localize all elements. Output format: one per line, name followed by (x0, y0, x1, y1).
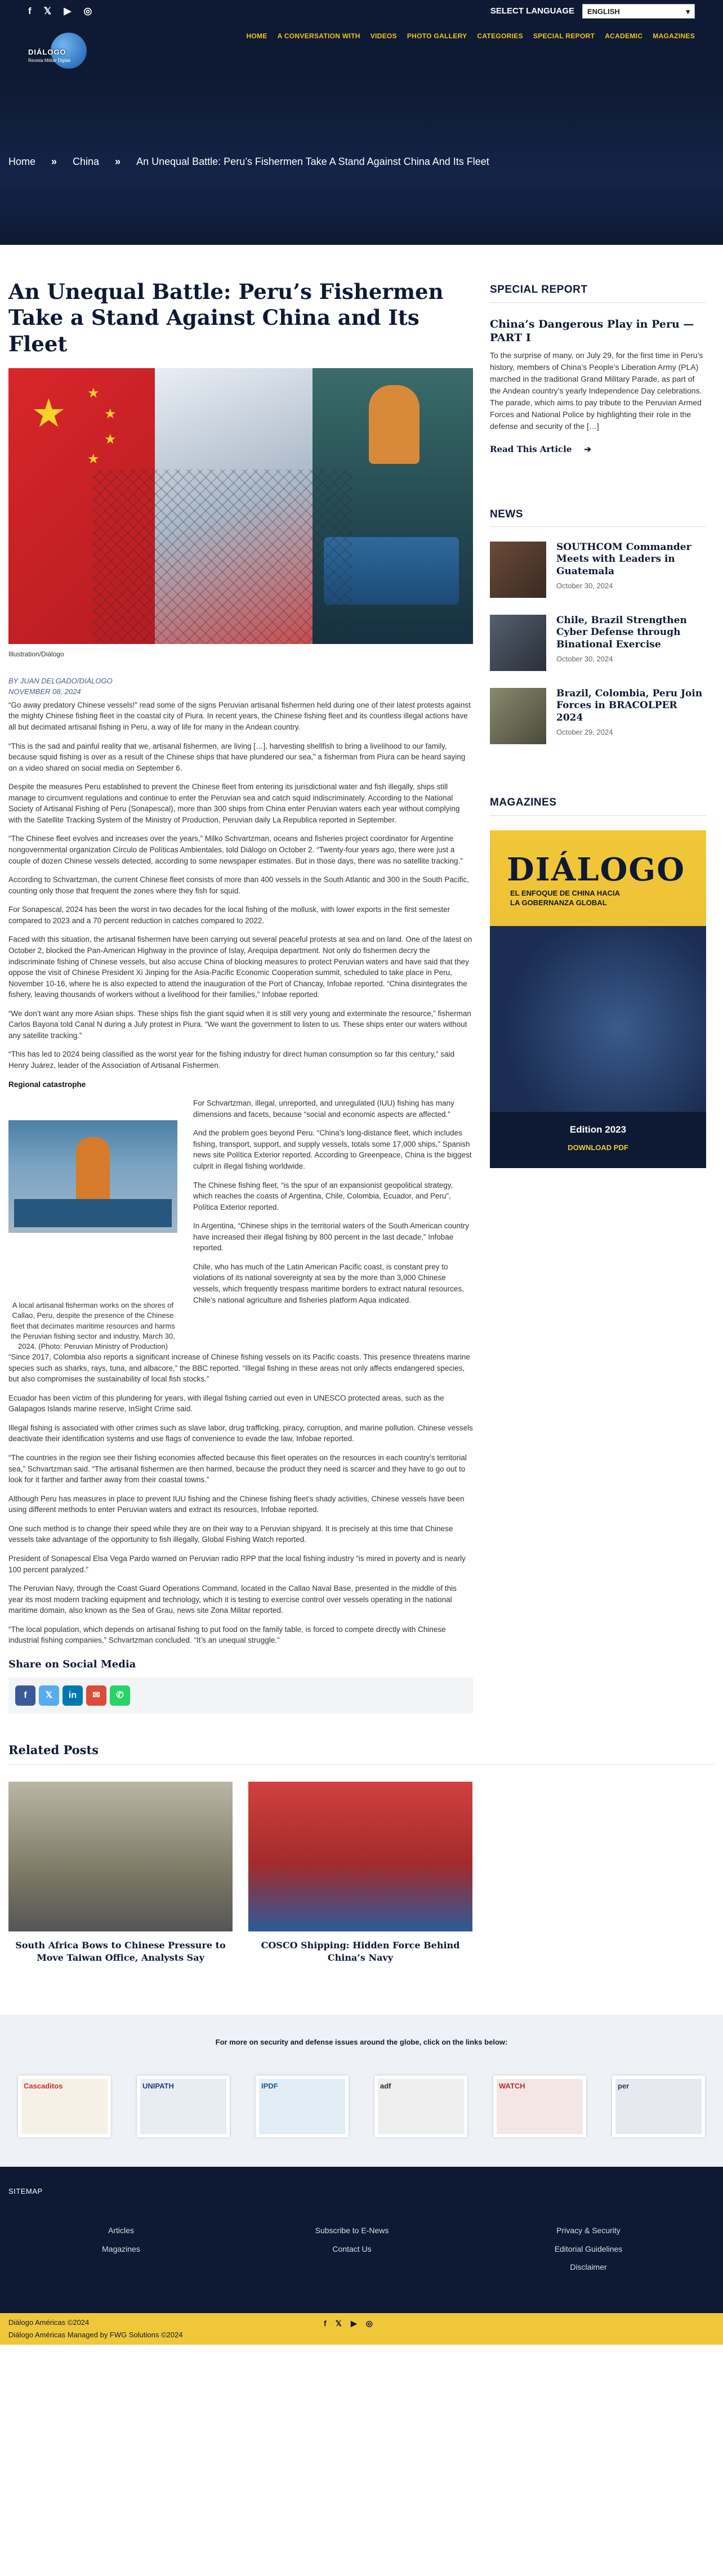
related-heading: Related Posts (8, 1742, 715, 1765)
news-thumbnail[interactable] (490, 615, 546, 671)
double-chevron-icon: » (51, 156, 57, 168)
language-selector (490, 4, 695, 19)
copyright-line-2: Diálogo Américas Managed by FWG Solutions ©2024 (8, 2331, 183, 2340)
site-logo[interactable] (28, 28, 96, 73)
partner-name: WATCH (499, 2082, 525, 2091)
top-bar (0, 0, 723, 23)
partner-logos (0, 2076, 723, 2137)
sitemap-col-2 (234, 2225, 470, 2279)
article-paragraph: “Go away predatory Chinese vessels!” read some of the signs Peruvian artisanal fishermen held during one of their latest protests against the mighty Chinese fishing fleet in the coastal city of Piura. In recent years, the Chinese fishing fleet and its countless illegal actions have all but decimated artisanal fishing in Peru, a way of life for many in the Andean country. (8, 700, 471, 731)
main-content (0, 279, 723, 1714)
news-date: October 29, 2024 (556, 727, 613, 736)
related-card[interactable] (8, 1782, 233, 1964)
magazine-footer-band (490, 1112, 706, 1168)
nav-home[interactable]: HOME (246, 32, 267, 40)
magazine-cover[interactable] (490, 830, 706, 1168)
article-paragraph: For Sonapescal, 2024 has been the worst in two decades for the local fishing of the mollusk, with lower exports in the first semester compared to 2023 and a 70 percent reduction in catches compared to 2022. (8, 905, 450, 925)
star-icon: ★ (87, 385, 100, 401)
related-card[interactable] (248, 1782, 472, 1964)
footer-link-disclaimer[interactable]: Disclaimer (570, 2262, 607, 2272)
magazine-edition: Edition 2023 (569, 1124, 627, 1135)
inline-caption: A local artisanal fisherman works on the shores of Callao, Peru, despite the presence of the Chinese fleet that decimates maritime resources and harms the Peruvian fishing sector and industry, March 30, 2024. (Photo: Peruvian Ministry of Production) (11, 1301, 175, 1350)
sitemap-columns (8, 2225, 715, 2279)
news-title[interactable]: Chile, Brazil Strengthen Cyber Defense through Binational Exercise (556, 615, 687, 650)
share-whatsapp-icon[interactable]: ✆ (110, 1685, 130, 1706)
article (8, 279, 473, 1714)
partner-logo[interactable] (493, 2076, 586, 2137)
article-paragraph: “The local population, which depends on artisanal fishing to put food on the family table, is forced to compete directly with Chinese industrial fishing companies,” Schvartzman concluded. “It’s an unequal struggle.” (8, 1625, 446, 1645)
chevron-down-icon: ▾ (686, 7, 690, 16)
sitemap-col-1 (8, 2225, 234, 2279)
article-date: NOVEMBER 08, 2024 (8, 687, 81, 696)
footer-link-articles[interactable]: Articles (108, 2226, 134, 2235)
magazine-logo: DIÁLOGO (507, 851, 685, 888)
image-caption: Illustration/Diálogo (8, 650, 64, 658)
article-paragraph: The Peruvian Navy, through the Coast Guard Operations Command, located in the Callao Naval Base, presented in the middle of this year its most modern tracking equipment and technology, which it is testing to exercise control over vessels operating in the national maritime domain, also known as the Sea of Grau, news site Zona Militar reported. (8, 1584, 457, 1615)
star-icon: ★ (104, 406, 117, 422)
share-linkedin-icon[interactable]: in (63, 1685, 83, 1706)
related-image[interactable] (248, 1782, 472, 1931)
figure-row (8, 1098, 473, 1352)
youtube-icon[interactable]: ▶ (350, 2318, 357, 2328)
article-paragraph: “This is the sad and painful reality that we, artisanal fishermen, are living […], harvesting shellfish to bring a livelihood to our family, because squid fishing is over as a result of the Chinese ships that have plundered our sea,” a fisherman from Piura can be heard saying on a video shared on social media on September 6. (8, 741, 466, 772)
magazine-tagline: EL ENFOQUE DE CHINA HACIA LA GOBERNANZA GLOBAL (510, 888, 620, 907)
article-paragraph: And the problem goes beyond Peru. “China’s long-distance fleet, which includes fishing, transport, support, and supply vessels, totals some 17,000 ships,” Spanish news site Política Exterior reported. According to Greenpeace, China is the biggest culprit in illegal fishing worldwide. (193, 1129, 472, 1170)
news-date: October 30, 2024 (556, 654, 613, 663)
breadcrumb (8, 154, 489, 169)
arrow-right-icon: ➔ (584, 444, 591, 454)
footer-link-magazines[interactable]: Magazines (102, 2244, 140, 2253)
sitemap-col-3 (470, 2225, 707, 2279)
star-icon: ★ (31, 391, 66, 435)
news-date: October 30, 2024 (556, 581, 613, 590)
copyright-bar (0, 2313, 723, 2345)
language-value: ENGLISH (587, 7, 620, 16)
share-facebook-icon[interactable]: f (15, 1685, 35, 1706)
fisherman-figure (76, 1137, 110, 1205)
main-nav (246, 32, 695, 41)
magazine-artwork (490, 926, 706, 1112)
magazines-heading: MAGAZINES (490, 795, 706, 816)
partner-name: per (618, 2082, 630, 2091)
double-chevron-icon: » (115, 156, 121, 168)
partner-logo[interactable] (612, 2076, 705, 2137)
youtube-icon[interactable]: ▶ (64, 5, 72, 16)
article-paragraph: Chile, who has much of the Latin American Pacific coast, is constant prey to violations of its national sovereignty at sea by the more than 3,000 Chinese vessels, which frequently trespass maritime borders to extract natural resources, Chile’s national agriculture and fisheries platform Aqua indicated. (193, 1262, 464, 1304)
fishing-net-overlay (93, 469, 352, 644)
boat-shape (14, 1199, 172, 1227)
partner-logo[interactable] (18, 2076, 111, 2137)
related-grid (8, 1782, 715, 1964)
article-paragraph: “This has led to 2024 being classified as the worst year for the fishing industry for direct human consumption so far this century,” said Henry Juárez, leader of the Association of Artisanal Fishermen. (8, 1050, 455, 1070)
related-image[interactable] (8, 1782, 233, 1931)
article-title: An Unequal Battle: Peru’s Fishermen Take a Stand Against China and Its Fleet (8, 279, 444, 356)
facebook-icon[interactable]: f (28, 5, 32, 16)
share-x-icon[interactable]: 𝕏 (39, 1685, 59, 1706)
nav-academic[interactable]: ACADEMIC (605, 32, 643, 40)
partner-logo[interactable] (374, 2076, 467, 2137)
partner-name: IPDF (261, 2082, 278, 2091)
article-paragraph: “We don’t want any more Asian ships. These ships fish the giant squid when it is still very young and exterminate the resource,” fisherman Carlos Bayona told Canal N during a July protest in Piura. “We want the government to listen to us. These ships enter our waters without any satellite tracking.” (8, 1009, 471, 1040)
logo-name: DIÁLOGO (28, 48, 66, 56)
partner-name: adf (380, 2082, 391, 2091)
nav-photo-gallery[interactable]: PHOTO GALLERY (407, 32, 467, 40)
related-posts (0, 1742, 723, 1964)
nav-magazines[interactable]: MAGAZINES (653, 32, 695, 40)
partners-title: For more on security and defense issues around the globe, click on the links below: (215, 2037, 508, 2046)
news-item[interactable] (490, 542, 706, 598)
article-paragraph: Ecuador has been victim of this plundering for years, with illegal fishing carried out even in UNESCO protected areas, such as the Galapagos Islands marine reserve, InSight Crime said. (8, 1393, 444, 1414)
special-report-excerpt: To the surprise of many, on July 29, for the first time in Peru’s history, members of China’s People’s Liberation Army (PLA) marched in the traditional Grand Military Parade, as part of the Andean country’s yearly Independence Day celebrations. The parade, which aims to pay tribute to the Peruvian Armed Forces and National Police by highlighting their role in the defense and security of the […] (490, 350, 703, 431)
special-report-heading: SPECIAL REPORT (490, 282, 706, 303)
top-social-links (28, 5, 92, 19)
footer-link-contact[interactable]: Contact Us (332, 2244, 372, 2253)
special-report-title[interactable]: China’s Dangerous Play in Peru — PART I (490, 317, 694, 345)
star-icon: ★ (104, 431, 117, 447)
fisherman-photo (8, 1120, 177, 1233)
nav-categories[interactable]: CATEGORIES (477, 32, 523, 40)
footer-link-subscribe[interactable]: Subscribe to E-News (315, 2226, 389, 2235)
site-footer (0, 2167, 723, 2313)
language-dropdown[interactable] (582, 4, 695, 19)
article-subheading: Regional catastrophe (8, 1080, 86, 1089)
article-paragraph: The Chinese fishing fleet, “is the spur of an expansionist geopolitical strategy, which reaches the coasts of Argentina, Chile, Colombia, Ecuador, and Peru”, Política Exterior reported. (193, 1180, 453, 1211)
logo-subtitle: Revista Militar Digital (28, 58, 70, 63)
article-paragraph: According to Schvartzman, the current Chinese fleet consists of more than 400 vessels in the South Atlantic and 300 in the South Pacific, counting only those that frequent the zones where they fish for squid. (8, 875, 469, 895)
share-email-icon[interactable]: ✉ (86, 1685, 106, 1706)
hero-banner (0, 79, 723, 245)
footer-link-privacy[interactable]: Privacy & Security (556, 2226, 621, 2235)
article-paragraph: Faced with this situation, the artisanal fishermen have been carrying out several peaceful protests at sea and on land. One of the latest on October 2, blocked the Pan-American Highway in the province of Islay, Arequipa department. Not only do fishermen decry the indiscriminate fishing of Chinese vessels, but also accuse China of blocking measures to protect Peruvian waters and have said that they oppose the visit of Chinese President Xi Jinping for the Asia-Pacific Economic Cooperation summit, scheduled to take place in Peru, November 10-16, where he is also expected to attend the inauguration of the Port of Chancay, Infobae reported. “China disintegrates the fishery, leaving thousands of workers without a livelihood for their families,” Infobae reported. (8, 935, 472, 999)
nav-conversation[interactable]: A CONVERSATION WITH (277, 32, 360, 40)
figure-text (193, 1098, 473, 1352)
article-paragraph: “Since 2017, Colombia also reports a significant increase of Chinese fishing vessels on its Pacific coasts. This presence threatens marine species such as sharks, rays, tuna, and albacore,” the BBC reported. “Illegal fishing in these areas not only affects endangered species, but also compromises the sustainability of local fish stocks.” (8, 1353, 470, 1384)
select-language-label: SELECT LANGUAGE (490, 6, 574, 16)
partner-sites (0, 2015, 723, 2167)
read-article-link[interactable] (490, 444, 706, 456)
article-paragraph: Illegal fishing is associated with other crimes such as slave labor, drug trafficking, piracy, corruption, and marine pollution. Chinese vessels deactivate their identification systems and use flags of convenience to evade the law, Infobae reported. (8, 1423, 473, 1443)
copyright-text (8, 2318, 182, 2344)
feature-illustration (8, 368, 473, 644)
nav-videos[interactable]: VIDEOS (370, 32, 397, 40)
news-title[interactable]: SOUTHCOM Commander Meets with Leaders in Guatemala (556, 542, 691, 577)
news-item[interactable] (490, 615, 706, 671)
instagram-icon[interactable]: ◎ (365, 2318, 373, 2328)
partner-logo[interactable] (137, 2076, 230, 2137)
breadcrumb-current: An Unequal Battle: Peru’s Fishermen Take A Stand Against China And Its Fleet (136, 156, 489, 168)
article-paragraph: One such method is to change their speed while they are on their way to a Peruvian shipyard. It is precisely at this time that Chinese vessels take advantage of the opportunity to fish illegally, Global Fishing Watch reported. (8, 1524, 453, 1544)
article-paragraph: “The countries in the region see their fishing economies affected because this fleet operates on the resources in each country’s territorial sea,” Schvartzman said. “The artisanal fishermen are then harmed, because the product they need is scarcer and they have to go out to look for it farther and farther away from their coastal towns.” (8, 1454, 467, 1484)
x-twitter-icon[interactable]: 𝕏 (335, 2318, 342, 2328)
related-title[interactable]: COSCO Shipping: Hidden Force Behind China’s Navy (261, 1940, 460, 1964)
share-bar (8, 1678, 473, 1714)
news-thumbnail[interactable] (490, 542, 546, 598)
byline: BY JUAN DELGADO/DIÁLOGO (8, 677, 113, 686)
partner-name: UNIPATH (142, 2082, 174, 2091)
article-paragraph: Despite the measures Peru established to prevent the Chinese fleet from entering its jurisdictional water and fish illegally, ships still manage to circumvent regulations and continue to enter the Peruvian sea and catch squid indiscriminately. According to the National Society of Artisanal Fishing of Peru (Sonapescal), more than 300 ships from China enter Peruvian waters each year without complying with the Satellite Tracking System of the Ministry of Production, Peruvian daily La Republica reported in September. (8, 782, 460, 824)
x-twitter-icon[interactable]: 𝕏 (43, 5, 52, 16)
site-header (0, 23, 723, 79)
sitemap-heading: SITEMAP (8, 2186, 43, 2195)
inline-figure (8, 1120, 177, 1352)
news-title[interactable]: Brazil, Colombia, Peru Join Forces in BRACOLPER 2024 (556, 688, 703, 723)
sidebar (490, 279, 706, 1714)
article-paragraph: Although Peru has measures in place to prevent IUU fishing and the Chinese fishing fleet’s shady activities, Chinese vessels have been using different methods to enter Peruvian waters and extract its resources, Infobae reported. (8, 1494, 465, 1514)
facebook-icon[interactable]: f (324, 2318, 327, 2328)
nav-special-report[interactable]: SPECIAL REPORT (533, 32, 595, 40)
partner-logo[interactable] (256, 2076, 349, 2137)
star-icon: ★ (87, 451, 100, 467)
footer-link-guidelines[interactable]: Editorial Guidelines (554, 2244, 623, 2253)
breadcrumb-category[interactable]: China (73, 156, 100, 168)
download-pdf-link[interactable]: DOWNLOAD PDF (568, 1143, 628, 1152)
instagram-icon[interactable]: ◎ (83, 5, 92, 16)
copyright-line-1: Diálogo Américas ©2024 (8, 2318, 90, 2327)
article-paragraph: “The Chinese fleet evolves and increases over the years,” Milko Schvartzman, oceans and fisheries project coordinator for Argentine nongovernmental organization Círculo de Políticas Ambientales, told Diálogo on October 2. “Twenty-four years ago, there were just a couple of dozen Chinese vessels detected, according to some newspaper estimates. But in those days, there was no satellite tracking.” (8, 834, 463, 865)
partner-name: Cascaditos (24, 2082, 63, 2091)
fisherman-figure (369, 385, 419, 464)
related-title[interactable]: South Africa Bows to Chinese Pressure to Move Taiwan Office, Analysts Say (15, 1940, 226, 1964)
article-paragraph: For Schvartzman, illegal, unreported, and unregulated (IUU) fishing has many dimensions and facets, because “social and economic aspects are affected.” (193, 1099, 454, 1119)
news-thumbnail[interactable] (490, 688, 546, 744)
read-article-label: Read This Article (490, 444, 572, 454)
article-paragraph: In Argentina, “Chinese ships in the territorial waters of the South American country have increased their illegal fishing by 800 percent in the last decade,” Infobae reported. (193, 1222, 470, 1253)
news-item[interactable] (490, 688, 706, 744)
news-heading: NEWS (490, 507, 706, 527)
share-title: Share on Social Media (8, 1658, 136, 1670)
breadcrumb-home[interactable]: Home (8, 156, 36, 168)
article-paragraph: President of Sonapescal Elsa Vega Pardo warned on Peruvian radio RPP that the local fishing industry “is mired in poverty and is nearly 100 percent paralyzed.” (8, 1554, 466, 1574)
footer-social-links (324, 2318, 373, 2329)
